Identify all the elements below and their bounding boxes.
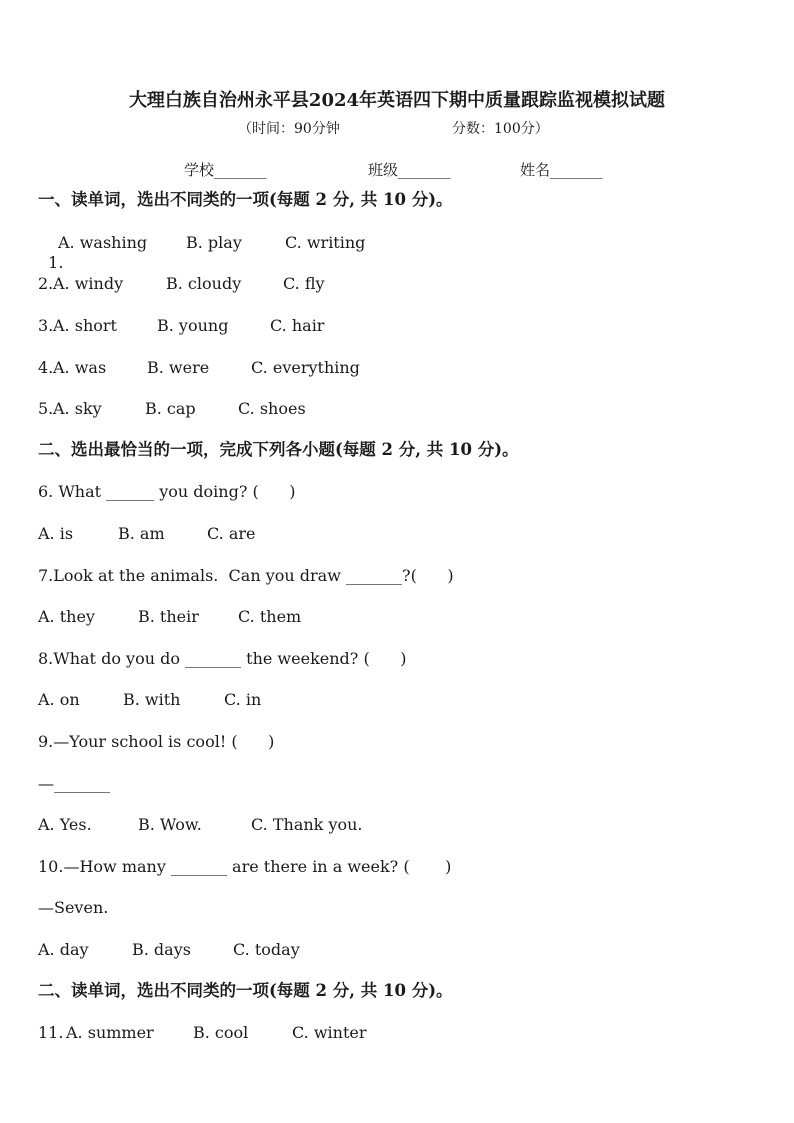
name-field: 姓名_______ bbox=[520, 161, 603, 179]
q6-option-b: B. am bbox=[118, 524, 165, 543]
q9-option-a: A. Yes. bbox=[38, 815, 92, 834]
q2-option-b: B. cloudy bbox=[166, 274, 242, 293]
q9-option-c: C. Thank you. bbox=[251, 815, 363, 834]
q8-option-b: B. with bbox=[123, 690, 181, 709]
q6-option-a: A. is bbox=[38, 524, 74, 543]
q10-option-a: A. day bbox=[38, 940, 89, 959]
q4-option-b: B. were bbox=[147, 358, 210, 377]
question-4-number: 4. bbox=[38, 358, 54, 377]
q3-option-b: B. young bbox=[157, 316, 229, 335]
question-9-reply: —_______ bbox=[38, 774, 110, 793]
q6-option-c: C. are bbox=[207, 524, 256, 543]
question-3-number: 3. bbox=[38, 316, 54, 335]
question-10-reply: —Seven. bbox=[38, 898, 109, 917]
q4-option-a: A. was bbox=[53, 358, 107, 377]
question-9-stem: 9.—Your school is cool! ( ) bbox=[38, 732, 275, 751]
q5-option-c: C. shoes bbox=[238, 399, 306, 418]
question-2-number: 2. bbox=[38, 274, 54, 293]
exam-score: 分数：100分） bbox=[452, 121, 549, 137]
q1-option-b: B. play bbox=[186, 233, 242, 252]
q4-option-c: C. everything bbox=[251, 358, 360, 377]
section-heading-2: 二、选出最恰当的一项，完成下列各小题(每题 2 分, 共 10 分)。 bbox=[38, 440, 519, 459]
section-heading-1: 一、读单词，选出不同类的一项(每题 2 分, 共 10 分)。 bbox=[38, 190, 453, 209]
question-number: 1. bbox=[48, 253, 69, 272]
page-title: 大理白族自治州永平县2024年英语四下期中质量跟踪监视模拟试题 bbox=[128, 90, 666, 111]
question-7-stem: 7.Look at the animals. Can you draw _______?( ) bbox=[38, 566, 454, 585]
exam-time: （时间：90分钟 bbox=[238, 121, 340, 137]
question-6-stem: 6. What ______ you doing? ( ) bbox=[38, 482, 296, 501]
q11-option-c: C. winter bbox=[292, 1023, 367, 1042]
class-field: 班级_______ bbox=[368, 161, 451, 179]
q1-option-a: A. washing bbox=[58, 233, 148, 252]
school-field: 学校_______ bbox=[184, 161, 267, 179]
question-11-number: 11. bbox=[38, 1023, 69, 1042]
q11-option-a: A. summer bbox=[66, 1023, 154, 1042]
q1-option-c: C. writing bbox=[285, 233, 366, 252]
q2-option-a: A. windy bbox=[53, 274, 124, 293]
q7-option-b: B. their bbox=[138, 607, 199, 626]
q10-option-c: C. today bbox=[233, 940, 300, 959]
q2-option-c: C. fly bbox=[283, 274, 325, 293]
section-heading-3: 二、读单词，选出不同类的一项(每题 2 分, 共 10 分)。 bbox=[38, 981, 453, 1000]
q11-option-b: B. cool bbox=[193, 1023, 249, 1042]
question-8-stem: 8.What do you do _______ the weekend? ( ) bbox=[38, 649, 407, 668]
q7-option-c: C. them bbox=[238, 607, 302, 626]
q7-option-a: A. they bbox=[38, 607, 95, 626]
q5-option-a: A. sky bbox=[53, 399, 102, 418]
q8-option-a: A. on bbox=[38, 690, 80, 709]
q9-option-b: B. Wow. bbox=[138, 815, 202, 834]
q10-option-b: B. days bbox=[132, 940, 191, 959]
question-10-stem: 10.—How many _______ are there in a week? ( ) bbox=[38, 857, 452, 876]
q3-option-c: C. hair bbox=[270, 316, 325, 335]
q3-option-a: A. short bbox=[53, 316, 117, 335]
q8-option-c: C. in bbox=[224, 690, 262, 709]
q5-option-b: B. cap bbox=[145, 399, 196, 418]
question-5-number: 5. bbox=[38, 399, 54, 418]
